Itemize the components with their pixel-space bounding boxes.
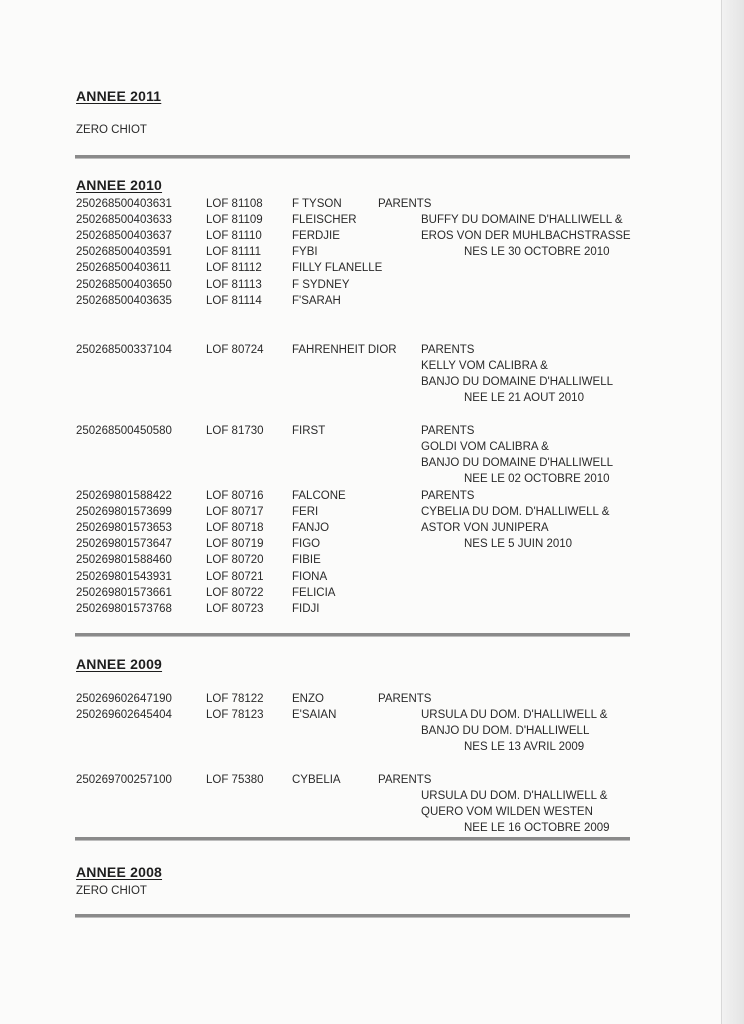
table-row <box>0 585 700 601</box>
lof-number: LOF 80723 <box>206 602 264 615</box>
chip-number: 250268500403637 <box>76 230 172 243</box>
dog-name: FANJO <box>292 522 330 535</box>
parents-label: PARENTS <box>378 198 432 210</box>
dog-name: F TYSON <box>292 198 342 210</box>
lof-number: LOF 78122 <box>206 693 264 705</box>
parent-mother: GOLDI VOM CALIBRA & <box>421 441 549 453</box>
dog-name: FELICIA <box>292 586 336 599</box>
table-row <box>0 520 700 536</box>
text-2011: ZERO CHIOT <box>76 124 147 136</box>
table-row <box>0 260 700 276</box>
chip-number: 250269602647190 <box>76 693 172 705</box>
page-edge-shadow <box>722 0 744 1024</box>
table-row <box>0 569 700 585</box>
table-row <box>0 691 700 707</box>
dog-name: FALCONE <box>292 490 346 502</box>
divider-4 <box>75 914 630 918</box>
table-row <box>0 536 700 552</box>
parents-label: PARENTS <box>421 344 475 356</box>
chip-number: 250268500403591 <box>76 246 172 259</box>
text-2008: ZERO CHIOT <box>76 885 147 897</box>
parent-father: EROS VON DER MUHLBACHSTRASSE <box>421 230 631 242</box>
dog-name: F SYDNEY <box>292 278 350 291</box>
lof-number: LOF 80719 <box>206 538 264 551</box>
parent-mother: URSULA DU DOM. D'HALLIWELL & <box>421 790 608 802</box>
lof-number: LOF 81109 <box>206 214 263 227</box>
chip-number: 250269700257100 <box>76 774 172 786</box>
birth-date: NEE LE 02 OCTOBRE 2010 <box>464 473 610 485</box>
table-row <box>0 342 700 358</box>
table-row <box>0 552 700 568</box>
chip-number: 250268500403635 <box>76 294 172 307</box>
chip-number: 250269801543931 <box>76 570 172 583</box>
dog-name: CYBELIA <box>292 774 341 786</box>
dog-name: E'SAIAN <box>292 709 337 721</box>
table-row <box>0 423 700 439</box>
birth-date: NES LE 13 AVRIL 2009 <box>464 741 585 753</box>
parents-label: PARENTS <box>421 425 475 437</box>
chip-number: 250269801588422 <box>76 490 172 502</box>
table-row <box>0 488 700 504</box>
parent-father: BANJO DU DOM. D'HALLIWELL <box>421 725 590 737</box>
chip-number: 250268500403611 <box>76 262 172 275</box>
divider-2 <box>75 633 630 637</box>
birth-date: NES LE 30 OCTOBRE 2010 <box>464 246 610 258</box>
lof-number: LOF 81111 <box>206 246 261 259</box>
parent-mother: BUFFY DU DOMAINE D'HALLIWELL & <box>421 214 623 226</box>
chip-number: 250268500403650 <box>76 278 172 291</box>
lof-number: LOF 80720 <box>206 554 264 567</box>
birth-date: NEE LE 21 AOUT 2010 <box>464 392 584 404</box>
lof-number: LOF 80724 <box>206 344 264 356</box>
parents-label: PARENTS <box>378 774 432 786</box>
dog-name: FAHRENHEIT DIOR <box>292 344 397 356</box>
parent-father: ASTOR VON JUNIPERA <box>421 522 549 534</box>
dog-name: FIGO <box>292 538 321 551</box>
lof-number: LOF 81113 <box>206 278 262 291</box>
chip-number: 250269801573647 <box>76 538 172 551</box>
chip-number: 250269602645404 <box>76 709 172 721</box>
lof-number: LOF 78123 <box>206 709 264 721</box>
lof-number: LOF 80718 <box>206 522 264 535</box>
heading-2009: ANNEE 2009 <box>76 656 163 672</box>
parent-mother: CYBELIA DU DOM. D'HALLIWELL & <box>421 506 610 518</box>
dog-name: FERI <box>292 506 319 519</box>
lof-number: LOF 80717 <box>206 506 264 519</box>
heading-2010: ANNEE 2010 <box>76 177 163 193</box>
lof-number: LOF 81114 <box>206 294 262 307</box>
lof-number: LOF 80722 <box>206 586 264 599</box>
divider-1 <box>75 155 630 159</box>
dog-name: FIRST <box>292 425 326 437</box>
chip-number: 250269801573768 <box>76 602 172 615</box>
chip-number: 250269801573661 <box>76 586 172 599</box>
dog-name: FYBI <box>292 246 318 259</box>
divider-3 <box>75 837 630 841</box>
parent-father: BANJO DU DOMAINE D'HALLIWELL <box>421 457 613 469</box>
parent-father: QUERO VOM WILDEN WESTEN <box>421 806 593 818</box>
heading-2011: ANNEE 2011 <box>76 88 162 104</box>
dog-name: FLEISCHER <box>292 214 357 227</box>
dog-name: ENZO <box>292 693 324 705</box>
table-row <box>0 772 700 788</box>
table-row <box>0 196 700 212</box>
chip-number: 250269801588460 <box>76 554 172 567</box>
lof-number: LOF 80716 <box>206 490 264 502</box>
lof-number: LOF 80721 <box>206 570 264 583</box>
dog-name: FIDJI <box>292 602 320 615</box>
dog-name: FIONA <box>292 570 328 583</box>
parent-father: BANJO DU DOMAINE D'HALLIWELL <box>421 376 613 388</box>
heading-2008: ANNEE 2008 <box>76 864 163 880</box>
dog-name: FIBIE <box>292 554 321 567</box>
chip-number: 250268500403633 <box>76 214 172 227</box>
chip-number: 250268500403631 <box>76 198 172 210</box>
parent-mother: URSULA DU DOM. D'HALLIWELL & <box>421 709 608 721</box>
parents-label: PARENTS <box>421 490 475 502</box>
parent-mother: KELLY VOM CALIBRA & <box>421 360 548 372</box>
birth-date: NES LE 5 JUIN 2010 <box>464 538 573 550</box>
lof-number: LOF 81112 <box>206 262 262 275</box>
birth-date: NEE LE 16 OCTOBRE 2009 <box>464 822 610 834</box>
dog-name: F'SARAH <box>292 294 341 307</box>
parents-label: PARENTS <box>378 693 432 705</box>
chip-number: 250268500337104 <box>76 344 172 356</box>
lof-number: LOF 75380 <box>206 774 264 786</box>
table-row <box>0 601 700 617</box>
dog-name: FERDJIE <box>292 230 340 243</box>
table-row <box>0 277 700 293</box>
lof-number: LOF 81110 <box>206 230 262 243</box>
chip-number: 250268500450580 <box>76 425 172 437</box>
chip-number: 250269801573653 <box>76 522 172 535</box>
chip-number: 250269801573699 <box>76 506 172 519</box>
dog-name: FILLY FLANELLE <box>292 262 383 275</box>
table-row <box>0 293 700 309</box>
lof-number: LOF 81108 <box>206 198 263 210</box>
lof-number: LOF 81730 <box>206 425 264 437</box>
